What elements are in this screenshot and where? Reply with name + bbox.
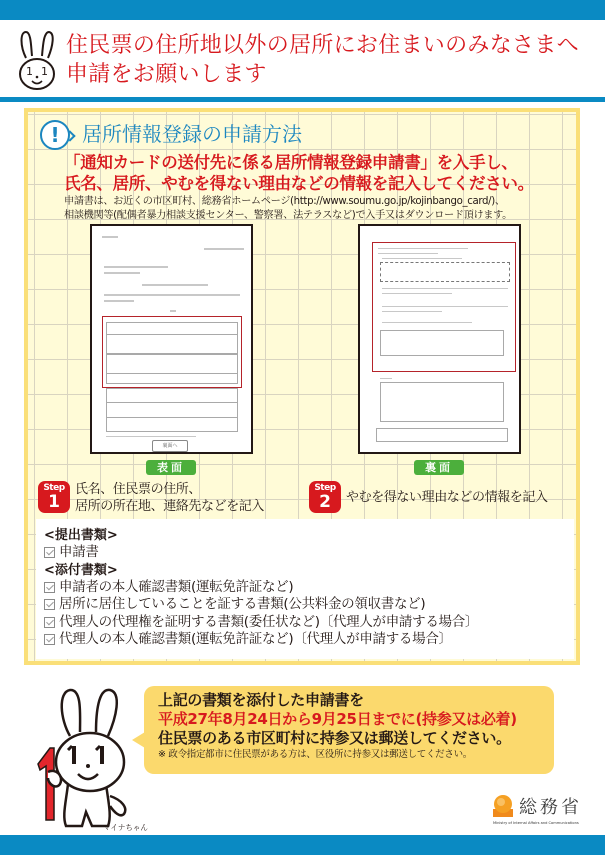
checklist-item: 申請書 bbox=[44, 544, 574, 562]
section-title: 居所情報登録の申請方法 bbox=[82, 122, 302, 146]
myna-chan-mascot-icon bbox=[30, 684, 140, 834]
step-1-badge: Step 1 bbox=[38, 481, 70, 513]
checklist-item: 代理人の代理権を証明する書類(委任状など)〔代理人が申請する場合〕 bbox=[44, 614, 574, 632]
speech-bubble: 上記の書類を添付した申請書を 平成27年8月24日から9月25日までに(持参又は必着) 住民票のある市区町村に持参又は郵送してください。 ※ 政令指定都市に住民票がある方は、区役所に持参又は郵送してください。 bbox=[144, 686, 554, 774]
checkbox-icon bbox=[44, 582, 55, 593]
ministry-logo: 総務省 Ministry of Internal Affairs and Communications bbox=[493, 797, 582, 825]
application-method-panel bbox=[24, 108, 580, 665]
step-2-text: やむを得ない理由などの情報を記入 bbox=[346, 490, 548, 505]
svg-text:1: 1 bbox=[41, 65, 48, 78]
checkbox-icon bbox=[44, 599, 55, 610]
next-page-arrow: 裏面へ bbox=[152, 440, 188, 452]
documents-checklist bbox=[36, 519, 574, 659]
form-front-thumbnail bbox=[90, 224, 253, 454]
top-banner-bar bbox=[0, 0, 605, 20]
mascot-name: マイナちゃん bbox=[103, 823, 148, 832]
checkbox-icon bbox=[44, 634, 55, 645]
front-side-label: 表面 bbox=[146, 460, 196, 475]
exclamation-icon: ! bbox=[40, 120, 70, 150]
lead-instruction: 「通知カードの送付先に係る居所情報登録申請書」を入手し、 氏名、居所、やむを得ない理由などの情報を記入してください。 bbox=[64, 153, 534, 193]
attached-documents-heading: <添付書類> bbox=[44, 562, 118, 578]
checklist-item: 居所に居住していることを証する書類(公共料金の領収書など) bbox=[44, 596, 574, 614]
checkbox-icon bbox=[44, 617, 55, 628]
checkbox-icon bbox=[44, 547, 55, 558]
availability-note: 申請書は、お近くの市区町村、総務省ホームページ(http://www.soumu.go.jp/kojinbango_card/)、 相談機関等(配偶者暴力相談支援センター、警察署、法テラスなど)で入手又はダウンロード頂けます。 bbox=[64, 196, 512, 221]
form-back-thumbnail bbox=[358, 224, 521, 454]
rabbit-mascot-icon bbox=[14, 28, 60, 94]
svg-text:1: 1 bbox=[26, 65, 33, 78]
submit-documents-heading: <提出書類> bbox=[44, 528, 118, 543]
page-header bbox=[0, 20, 605, 97]
bottom-banner-bar bbox=[0, 835, 605, 855]
deadline-text: 平成27年8月24日から9月25日までに(持参又は必着) bbox=[158, 710, 517, 728]
page-title: 住民票の住所地以外の居所にお住まいのみなさまへ 申請をお願いします bbox=[66, 33, 579, 87]
ministry-logo-mark-icon bbox=[493, 795, 513, 817]
checklist-item: 代理人の本人確認書類(運転免許証など)〔代理人が申請する場合〕 bbox=[44, 631, 574, 649]
back-side-label: 裏面 bbox=[414, 460, 464, 475]
header-divider bbox=[0, 97, 605, 102]
step-2-badge: Step 2 bbox=[309, 481, 341, 513]
step-1-text: 氏名、住民票の住所、 居所の所在地、連絡先などを記入 bbox=[75, 482, 265, 514]
checklist-item: 申請者の本人確認書類(運転免許証など) bbox=[44, 579, 574, 597]
